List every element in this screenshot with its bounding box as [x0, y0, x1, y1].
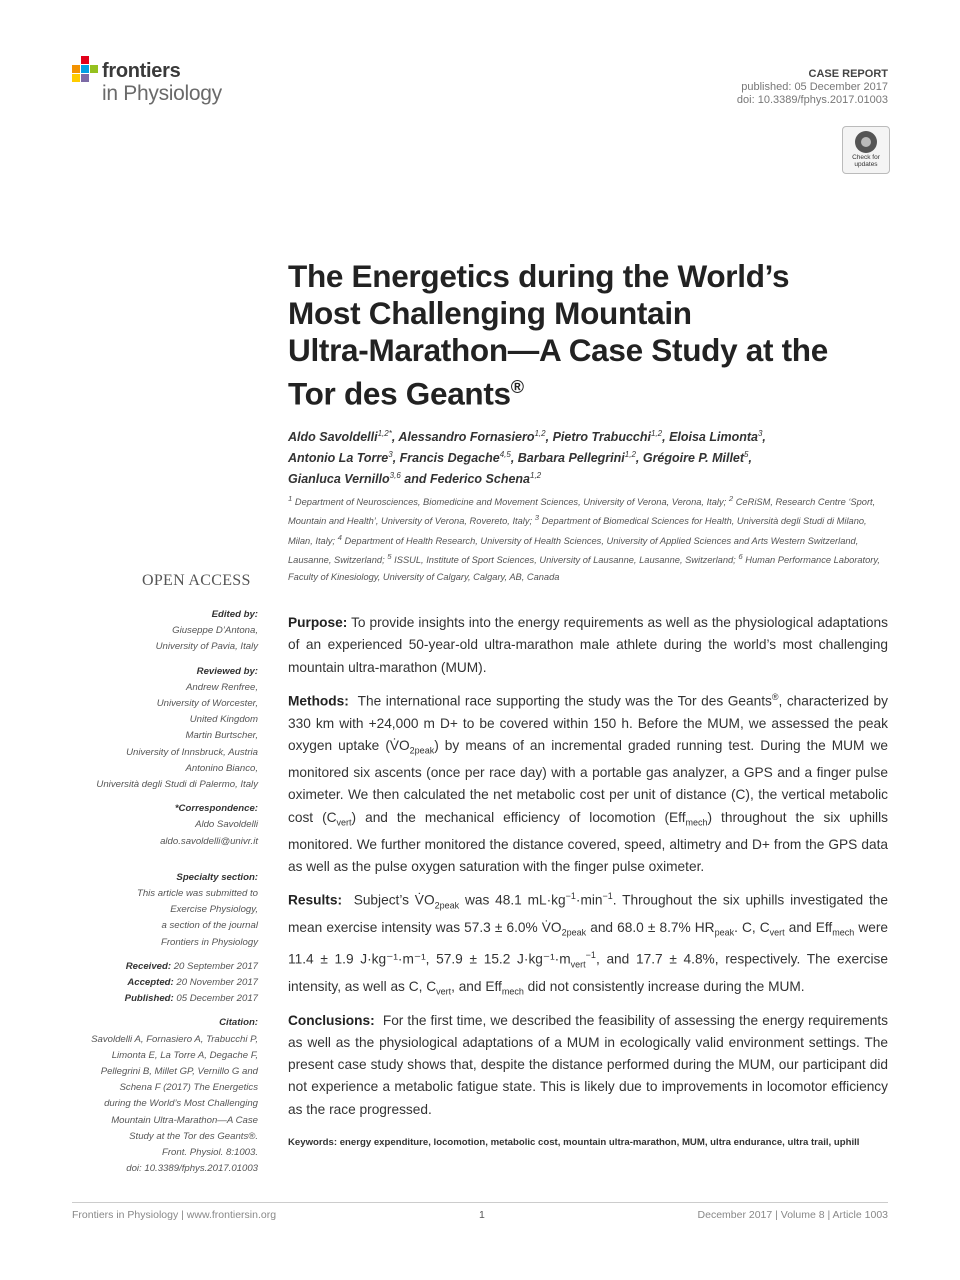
published-label: Published: — [124, 993, 174, 1005]
results-text: Subject’s V̇O — [353, 892, 435, 908]
keywords-label: Keywords: — [288, 1137, 338, 1148]
affiliation: Department of Biomedical Sciences for Health, Università degli Studi di Milano, Milan, Italy; — [288, 516, 867, 546]
affiliation: CeRiSM, Research Centre ‘Sport, Mountain and Health’, University of Verona, Rovereto, Italy; — [288, 497, 876, 527]
citation-line: Study at the Tor des Geants®. — [129, 1130, 258, 1142]
conclusions-label: Conclusions: — [288, 1012, 375, 1028]
open-access-label: OPEN ACCESS — [142, 572, 251, 589]
subscript: 2peak — [434, 900, 460, 911]
doi[interactable]: doi: 10.3389/fphys.2017.01003 — [736, 94, 888, 106]
affiliation: ISSUL, Institute of Sport Sciences, University of Lausanne, Lausanne, Switzerland; — [394, 555, 736, 566]
editor-line: University of Pavia, Italy — [155, 641, 258, 653]
journal-logo[interactable] — [72, 56, 252, 110]
author[interactable]: Aldo Savoldelli — [288, 430, 378, 445]
subscript: 2peak — [561, 927, 587, 938]
author-affil-sup: 1,2* — [377, 429, 392, 438]
journal-name-top: frontiers — [102, 60, 181, 82]
affiliation: Human Performance Laboratory, Faculty of Kinesiology, University of Calgary, Calgary, AB, Canada — [288, 555, 880, 582]
check-for-updates-badge[interactable] — [842, 126, 890, 174]
received-label: Received: — [125, 960, 172, 972]
purpose-label: Purpose: — [288, 615, 348, 630]
results-text: and 68.0 ± 8.7% HR — [586, 919, 715, 935]
citation-line: Mountain Ultra-Marathon—A Case — [111, 1114, 258, 1126]
article-type: CASE REPORT — [808, 68, 888, 80]
author[interactable]: Francis Degache — [399, 451, 500, 466]
citation-line: Savoldelli A, Fornasiero A, Trabucchi P, — [91, 1033, 258, 1045]
reviewer-line: Martin Burtscher, — [185, 730, 258, 742]
correspondence-label: *Correspondence: — [174, 803, 258, 815]
abstract-results — [288, 885, 888, 1002]
affiliation: Department of Health Research, University of Health Sciences, University of Applied Sciences and Arts Western Switzerland, Lausanne, Switzerland; — [288, 535, 859, 566]
author[interactable]: Pietro Trabucchi — [552, 430, 651, 445]
author-list: Aldo Savoldelli$^{1,2*}$, Alessandro Fornasiero$^{1,2}$, Pietro Trabucchi$^{1,2}$, Eloisa Limonta$^3$, Antonio La Torre$^3$, Francis Degache$^{4,5}$, Barbara Pellegrini$^{1,2}$, Grégoire P. Millet$^5$, Gianluca Vernillo$^{3,6}$ and Federico Schena$^{1,2}$ — [288, 429, 766, 487]
page-footer — [72, 1202, 888, 1221]
purpose-text: To provide insights into the energy requirements as well as the physiological adaptations of an experienced 50-year-old ultra-marathon male athlete during the world’s most challenging mountain ultra-marathon (MUM). — [288, 615, 888, 675]
results-text: , and 17.7 ± 4.8%, respectively. The exercise intensity, as well as C, C — [288, 951, 888, 994]
article-header-meta — [737, 68, 888, 107]
results-text: did not consistently increase during the MUM. — [523, 978, 805, 994]
reviewer-line: Andrew Renfree, — [186, 681, 258, 693]
title-line-3: Ultra-Marathon—A Case Study at the — [288, 332, 828, 368]
accepted-date: 20 November 2017 — [176, 977, 258, 989]
abstract-conclusions — [288, 1010, 888, 1121]
keywords — [288, 1135, 888, 1152]
published-date: published: 05 December 2017 — [741, 81, 888, 93]
subscript: mech — [832, 927, 855, 938]
citation-line[interactable]: doi: 10.3389/fphys.2017.01003 — [126, 1163, 258, 1175]
author-affil-sup: 4,5 — [499, 450, 511, 460]
author[interactable]: Eloisa Limonta — [669, 430, 758, 445]
subscript: vert — [570, 959, 586, 970]
methods-text: ) by means of an incremental graded running test. During the MUM we monitored six ascents (once per race day) with a portable gas analyzer, a GPS and a finger pulse oximeter. We then calculated the net metabolic cost per unit of distance (C), the vertical metabolic cost (C — [288, 738, 888, 825]
abstract — [288, 612, 888, 1128]
affil-sup: 5 — [387, 552, 392, 562]
keywords-text: energy expenditure, locomotion, metabolic cost, mountain ultra-marathon, MUM, ultra endurance, ultra trail, uphill — [339, 1137, 860, 1148]
author-affil-sup: 3,6 — [389, 471, 401, 481]
methods-label: Methods: — [288, 693, 349, 709]
registered-mark: ® — [771, 691, 779, 702]
published-date-sidebar: 05 December 2017 — [176, 993, 258, 1005]
superscript: −1 — [602, 891, 613, 902]
subscript: vert — [769, 927, 785, 938]
footer-issue-info: December 2017 | Volume 8 | Article 1003 — [697, 1209, 888, 1221]
methods-text: ) throughout the six uphills monitored. We further monitored the distance covered, speed, altimetry and D+ from the GPS data as well as the pulse oxygen saturation with the finger pulse oximeter. — [288, 809, 888, 874]
editor-line: Giuseppe D’Antona, — [172, 625, 258, 637]
subscript: mech — [501, 986, 524, 997]
methods-text: The international race supporting the study was the Tor des Geants — [357, 693, 772, 709]
specialty-section-label: Specialty section: — [176, 871, 258, 883]
specialty-line: Exercise Physiology, — [170, 904, 258, 916]
abstract-purpose — [288, 612, 888, 679]
subscript: 2peak — [409, 745, 435, 756]
results-text: ·min — [575, 892, 603, 908]
results-label: Results: — [288, 892, 343, 908]
reviewer-line: United Kingdom — [189, 714, 258, 726]
footer-journal-link[interactable]: Frontiers in Physiology | www.frontiersin.org — [72, 1209, 277, 1221]
superscript: −1 — [565, 891, 576, 902]
published-row — [60, 991, 258, 1007]
results-text: was 48.1 mL·kg — [459, 892, 566, 908]
superscript: −1 — [585, 949, 596, 960]
results-text: . Throughout the six uphills investigated the mean exercise intensity was 57.3 ± 6.0% V̇O — [288, 892, 888, 935]
citation-line: during the World’s Most Challenging — [104, 1098, 258, 1110]
specialty-line: This article was submitted to — [136, 888, 258, 900]
page-number: 1 — [479, 1209, 485, 1221]
citation-label: Citation: — [219, 1017, 258, 1029]
frontiers-logo-icon — [72, 56, 100, 86]
author-affil-sup: 1,2 — [530, 471, 542, 481]
author[interactable]: Gianluca Vernillo — [288, 472, 390, 487]
journal-name-bottom: in Physiology — [102, 82, 222, 105]
check-label-2: updates — [854, 161, 878, 168]
correspondence-name: Aldo Savoldelli — [195, 819, 258, 831]
edited-by-label: Edited by: — [211, 609, 258, 620]
results-text: , and Eff — [451, 978, 502, 994]
affiliation: Department of Neurosciences, Biomedicine and Movement Sciences, University of Verona, Verona, Italy; — [294, 497, 727, 508]
affil-sup: 6 — [738, 552, 743, 562]
citation-line: Pellegrini B, Millet GP, Vernillo G and — [100, 1066, 258, 1078]
accepted-label: Accepted: — [127, 977, 174, 989]
article-title — [288, 258, 908, 413]
results-text: and Eff — [784, 919, 833, 935]
author-affil-sup: 1,2 — [650, 429, 663, 438]
subscript: vert — [336, 817, 352, 828]
reviewed-by-label: Reviewed by: — [196, 665, 258, 677]
affiliations — [288, 491, 892, 585]
author[interactable]: Barbara Pellegrini — [517, 451, 625, 466]
reviewer-line: University of Worcester, — [156, 698, 258, 710]
author-affil-sup: 1,2 — [624, 450, 636, 460]
subscript: peak — [714, 927, 735, 938]
author-affil-sup: 1,2 — [534, 429, 546, 438]
subscript: vert — [436, 986, 452, 997]
update-icon — [855, 131, 877, 153]
accepted-row — [60, 975, 258, 991]
affil-sup: 3 — [534, 513, 539, 523]
specialty-line: a section of the journal — [161, 920, 258, 932]
correspondence-email[interactable]: aldo.savoldelli@univr.it — [160, 835, 258, 847]
author[interactable]: Antonio La Torre — [288, 451, 389, 466]
abstract-methods — [288, 686, 888, 878]
citation-line: Front. Physiol. 8:1003. — [162, 1147, 258, 1159]
citation-line: Limonta E, La Torre A, Degache F, — [111, 1049, 258, 1061]
reviewer-line: University of Innsbruck, Austria — [126, 746, 258, 758]
article-info-sidebar — [60, 607, 258, 1178]
author[interactable]: Federico Schena — [429, 472, 530, 487]
citation-line: Schena F (2017) The Energetics — [119, 1082, 258, 1094]
specialty-line: Frontiers in Physiology — [160, 936, 258, 948]
title-line-1: The Energetics during the World’s — [288, 258, 790, 294]
author[interactable]: Grégoire P. Millet — [642, 451, 745, 466]
author-affil-sup: 3 — [757, 429, 763, 438]
title-line-2: Most Challenging Mountain — [288, 295, 692, 331]
received-date: 20 September 2017 — [173, 960, 258, 972]
affil-sup: 4 — [337, 532, 342, 542]
check-label-1: Check for — [852, 154, 880, 161]
reviewer-line: Antonino Bianco, — [185, 762, 258, 774]
author[interactable]: Alessandro Fornasiero — [398, 430, 535, 445]
affil-sup: 2 — [728, 494, 734, 503]
received-row — [60, 959, 258, 975]
title-line-4: Tor des Geants — [288, 375, 511, 412]
author-affil-sup: 3 — [388, 450, 393, 460]
methods-text: , characterized by 330 km with +24,000 m D+ to be covered within 150 h. Before the MUM, we assessed the peak oxygen uptake (V̇O — [288, 693, 889, 754]
affil-sup: 1 — [288, 494, 293, 503]
conclusions-text: For the first time, we described the feasibility of assessing the energy requirements as well as the physiological adaptations of a MUM in ecologically valid environment settings. The present case study shows that, despite the distance performed during the MUM, our participant did not experience a metabolic fatigue state. This is likely due to improvements in locomotor efficiency as the race progressed. — [288, 1012, 889, 1117]
subscript: mech — [685, 817, 708, 828]
author-affil-sup: 5 — [744, 450, 749, 460]
registered-mark: ® — [510, 377, 524, 397]
results-text: were 11.4 ± 1.9 J·kg⁻¹·m⁻¹, 57.9 ± 15.2 J·kg⁻¹·m — [288, 919, 888, 967]
reviewer-line: Università degli Studi di Palermo, Italy — [96, 779, 258, 791]
results-text: . C, C — [734, 919, 770, 935]
methods-text: ) and the mechanical efficiency of locomotion (Eff — [351, 809, 686, 825]
